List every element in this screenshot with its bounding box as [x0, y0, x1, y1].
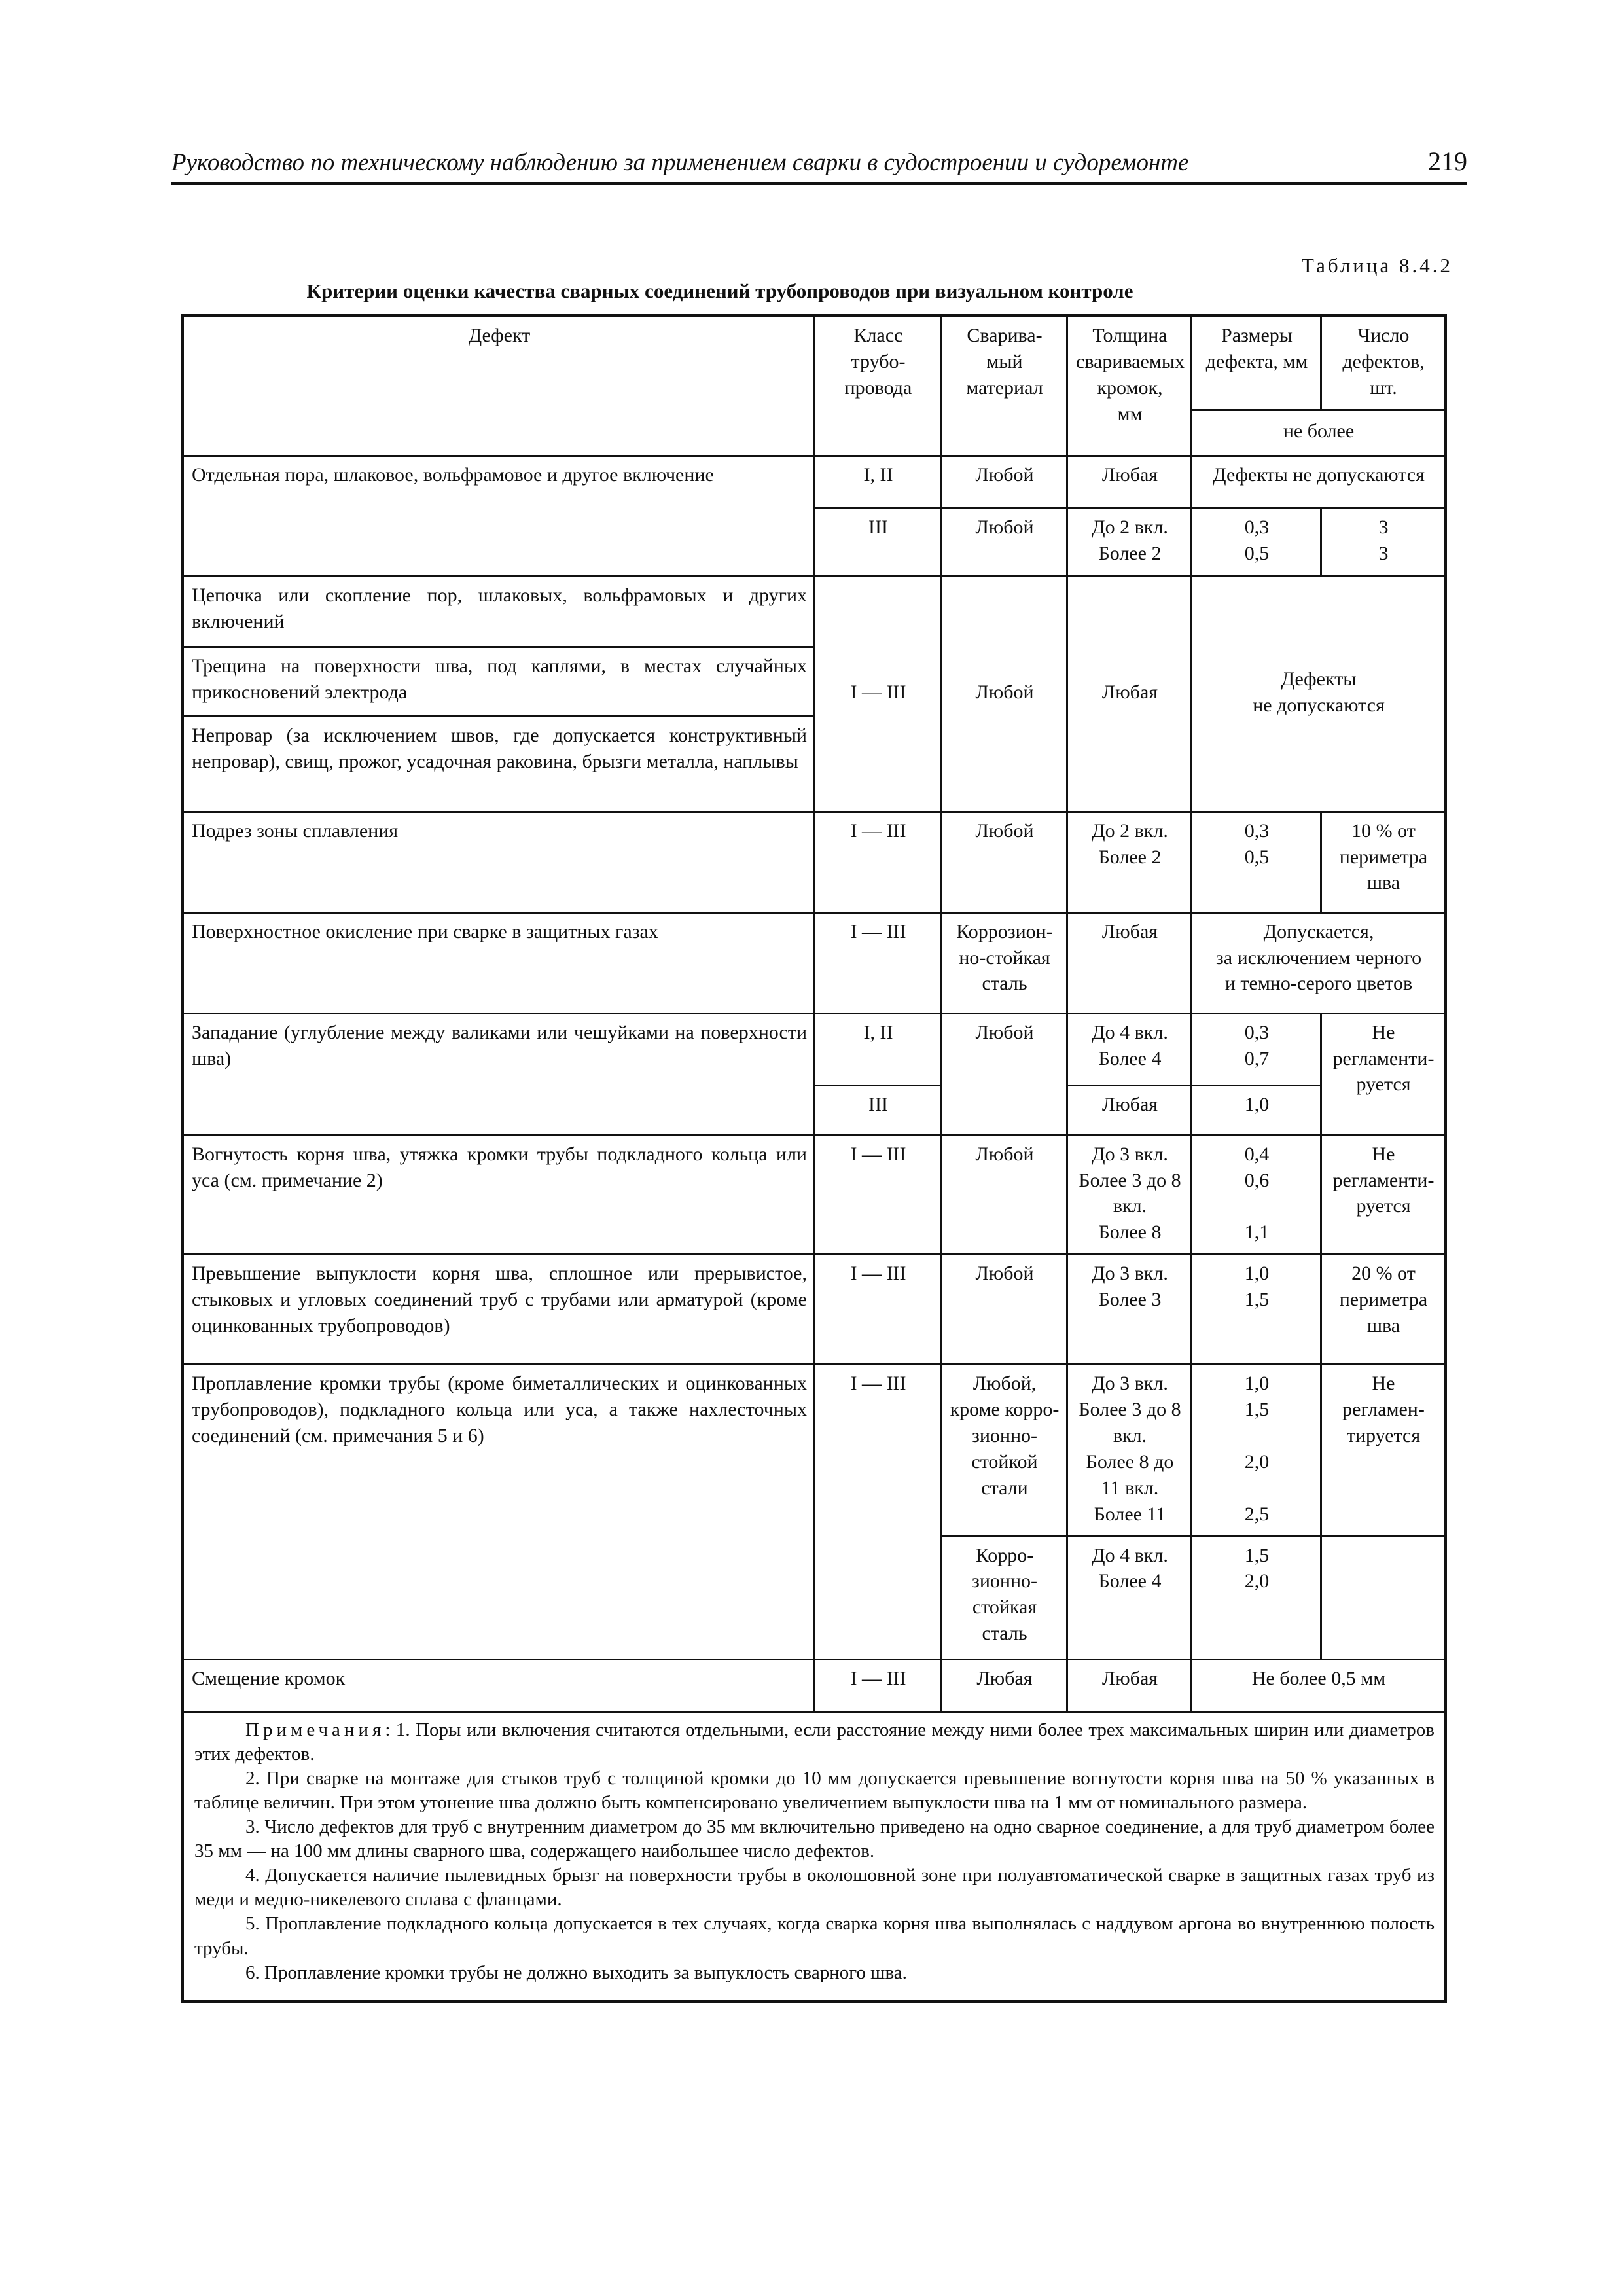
defect-cell: Цепочка или скопление пор, шлаковых, вольфрамовых и других включений	[183, 576, 815, 647]
thickness-cell: До 2 вкл. Более 2	[1067, 812, 1192, 912]
defect-cell: Превышение выпуклости корня шва, сплошное или прерывистое, стыковых и угловых соединений труб с трубами или арматурой (кроме оцинкованных трубопроводов)	[183, 1255, 815, 1365]
material-cell: Любая	[941, 1659, 1067, 1712]
thickness-cell: Любая	[1067, 576, 1192, 812]
result-cell: Дефекты не допускаются	[1192, 576, 1446, 812]
count-cell: 10 % от периметра шва	[1321, 812, 1446, 912]
table-row	[183, 456, 1446, 508]
class-cell: I — III	[815, 576, 941, 812]
notes-heading: Примечания	[245, 1719, 385, 1740]
count-cell	[1321, 1536, 1446, 1659]
note-4: 4. Допускается наличие пылевидных брызг на поверхности трубы в околошовной зоне при полуавтоматической сварке в защитных газах труб из меди и медно-никелевого сплава с фланцами.	[194, 1865, 1435, 1910]
note-3: 3. Число дефектов для труб с внутренним диаметром до 35 мм включительно приведено на одно сварное соединение, а для труб диаметром более 35 мм — на 100 мм длины сварного шва, содержащего наибольшее число дефектов.	[194, 1816, 1435, 1862]
notes	[183, 1712, 1446, 2001]
material-cell: Корро- зионно- стойкая сталь	[941, 1536, 1067, 1659]
table-row	[183, 1135, 1446, 1255]
thickness-cell: Любая	[1067, 1085, 1192, 1135]
class-cell: I — III	[815, 1135, 941, 1255]
count-cell: Не регламенти- руется	[1321, 1013, 1446, 1135]
thickness-cell: До 3 вкл. Более 3 до 8 вкл. Более 8	[1067, 1135, 1192, 1255]
col-thickness-header: Толщина свариваемых кромок, мм	[1067, 316, 1192, 456]
thickness-cell: До 3 вкл. Более 3 до 8 вкл. Более 8 до 11 вкл. Более 11	[1067, 1365, 1192, 1536]
defect-cell: Подрез зоны сплавления	[183, 812, 815, 912]
count-cell: 20 % от периметра шва	[1321, 1255, 1446, 1365]
count-cell: Не регламенти- руется	[1321, 1135, 1446, 1255]
class-cell: I — III	[815, 912, 941, 1013]
note-1: Примечания: 1. Поры или включения считаются отдельными, если расстояние между ними более трех максимальных ширин или диаметров этих дефектов.	[194, 1719, 1435, 1765]
defect-cell: Трещина на поверхности шва, под каплями, в местах случайных прикосновений электрода	[183, 647, 815, 716]
result-cell: Допускается, за исключением черного и темно-серого цветов	[1192, 912, 1446, 1013]
header-row	[183, 316, 1446, 410]
defect-cell: Отдельная пора, шлаковое, вольфрамовое и другое включение	[183, 456, 815, 576]
class-cell: I, II	[815, 1013, 941, 1085]
table-row	[183, 812, 1446, 912]
result-cell: Не более 0,5 мм	[1192, 1659, 1446, 1712]
defect-cell: Западание (углубление между валиками или чешуйками на поверхности шва)	[183, 1013, 815, 1135]
defect-cell: Непровар (за исключением швов, где допускается конструктивный непровар), свищ, прожог, усадочная раковина, брызги металла, наплывы	[183, 716, 815, 812]
size-cell: 0,3 0,7	[1192, 1013, 1321, 1085]
size-cell: 1,0 1,5	[1192, 1255, 1321, 1365]
class-cell: I — III	[815, 1255, 941, 1365]
table-row	[183, 576, 1446, 647]
class-cell: III	[815, 1085, 941, 1135]
running-title: Руководство по техническому наблюдению за применением сварки в судостроении и судоремонте	[171, 149, 1189, 176]
thickness-cell: До 4 вкл. Более 4	[1067, 1013, 1192, 1085]
material-cell: Любой	[941, 456, 1067, 508]
size-cell: 1,0	[1192, 1085, 1321, 1135]
page-number: 219	[1428, 147, 1467, 176]
col-material-header: Сварива- мый материал	[941, 316, 1067, 456]
material-cell: Любой	[941, 508, 1067, 576]
defect-cell: Смещение кромок	[183, 1659, 815, 1712]
material-cell: Любой	[941, 576, 1067, 812]
thickness-cell: До 3 вкл. Более 3	[1067, 1255, 1192, 1365]
material-cell: Коррозион- но-стойкая сталь	[941, 912, 1067, 1013]
table-row	[183, 1013, 1446, 1085]
result-cell: Дефекты не допускаются	[1192, 456, 1446, 508]
count-cell: 3 3	[1321, 508, 1446, 576]
size-cell: 0,4 0,6 1,1	[1192, 1135, 1321, 1255]
table-row	[183, 1255, 1446, 1365]
class-cell: I — III	[815, 812, 941, 912]
material-cell: Любой	[941, 1255, 1067, 1365]
note-6: 6. Проплавление кромки трубы не должно выходить за выпуклость сварного шва.	[245, 1962, 907, 1983]
note-2: 2. При сварке на монтаже для стыков труб с толщиной кромки до 10 мм допускается превышение вогнутости корня шва на 50 % указанных в таблице величин. При этом утонение шва должно быть компенсировано увеличением выпуклости шва на 1 мм от номинального размера.	[194, 1767, 1435, 1813]
class-cell: I, II	[815, 456, 941, 508]
defect-cell: Поверхностное окисление при сварке в защитных газах	[183, 912, 815, 1013]
table-row	[183, 912, 1446, 1013]
thickness-cell: До 2 вкл. Более 2	[1067, 508, 1192, 576]
material-cell: Любой	[941, 1135, 1067, 1255]
size-cell: 0,3 0,5	[1192, 508, 1321, 576]
material-cell: Любой	[941, 812, 1067, 912]
notes-row	[183, 1712, 1446, 2001]
thickness-cell: Любая	[1067, 912, 1192, 1013]
col-class-header: Класс трубо- провода	[815, 316, 941, 456]
count-cell: Не регламен- тируется	[1321, 1365, 1446, 1536]
class-cell: I — III	[815, 1659, 941, 1712]
page-header	[171, 143, 1467, 185]
size-cell: 0,3 0,5	[1192, 812, 1321, 912]
material-cell: Любой	[941, 1013, 1067, 1135]
no-more-header: не более	[1192, 410, 1446, 456]
note-5: 5. Проплавление подкладного кольца допускается в тех случаях, когда сварка корня шва выполнялась с наддувом аргона во внутреннюю полость трубы.	[194, 1913, 1435, 1959]
criteria-table	[181, 314, 1447, 2003]
col-size-header: Размеры дефекта, мм	[1192, 316, 1321, 410]
size-cell: 1,5 2,0	[1192, 1536, 1321, 1659]
thickness-cell: Любая	[1067, 1659, 1192, 1712]
defect-cell: Вогнутость корня шва, утяжка кромки трубы подкладного кольца или уса (см. примечание 2)	[183, 1135, 815, 1255]
size-cell: 1,0 1,5 2,0 2,5	[1192, 1365, 1321, 1536]
class-cell: I — III	[815, 1365, 941, 1659]
table-row	[183, 1659, 1446, 1712]
defect-cell: Проплавление кромки трубы (кроме биметаллических и оцинкованных трубопроводов), подкладного кольца или уса, а также нахлесточных соединений (см. примечания 5 и 6)	[183, 1365, 815, 1659]
table-number: Таблица 8.4.2	[1301, 254, 1453, 277]
table-row	[183, 1365, 1446, 1536]
col-count-header: Число дефектов, шт.	[1321, 316, 1446, 410]
thickness-cell: Любая	[1067, 456, 1192, 508]
col-defect-header: Дефект	[183, 316, 815, 456]
table-caption: Критерии оценки качества сварных соединений трубопроводов при визуальном контроле	[306, 279, 1133, 302]
thickness-cell: До 4 вкл. Более 4	[1067, 1536, 1192, 1659]
material-cell: Любой, кроме корро- зионно- стойкой стали	[941, 1365, 1067, 1536]
class-cell: III	[815, 508, 941, 576]
